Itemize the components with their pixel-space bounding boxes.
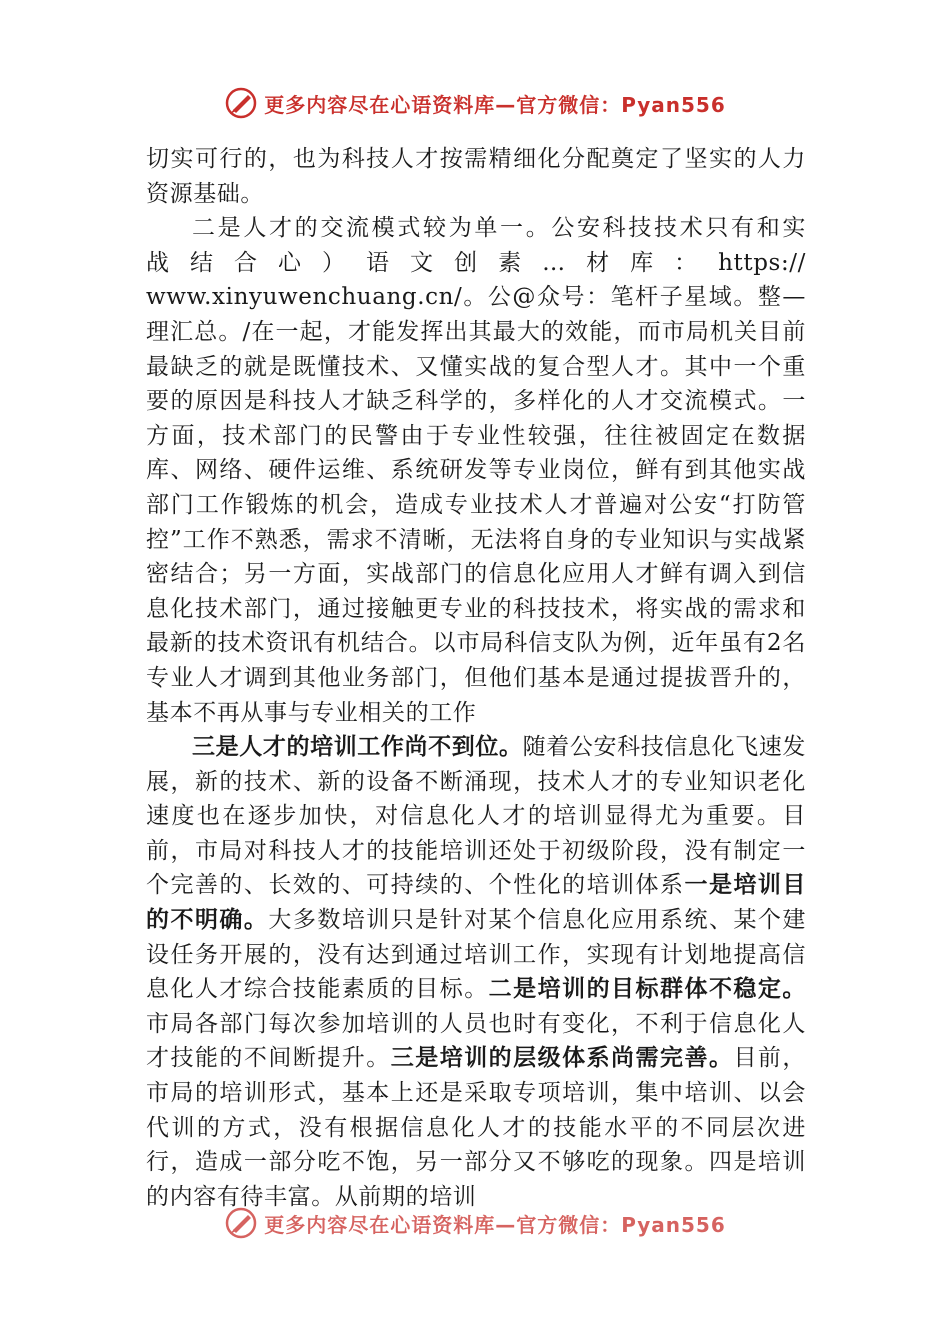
pen-seal-icon bbox=[224, 1206, 258, 1240]
paragraph-1: 切实可行的，也为科技人才按需精细化分配奠定了坚实的人力资源基础。 bbox=[146, 146, 806, 207]
paragraph-3-text-1: 随着公安科技信息化飞速发展，新的技术、新的设备不断涌现，技术人才的专业知识老化速度也在逐步加快，对信息化人才的培训显得尤为重要。目前，市局对科技人才的技能培训还处于初级阶段，没有制定一个完善的、长效的、可持续的、个性化的培训体系 bbox=[146, 734, 806, 899]
paragraph-3 bbox=[146, 730, 806, 1214]
footer-text: 更多内容尽在心语资料库—官方微信：Pyan556 bbox=[264, 1212, 726, 1237]
bold-point-2: 二是培训的目标群体不稳定。 bbox=[488, 975, 806, 1003]
header-text: 更多内容尽在心语资料库—官方微信：Pyan556 bbox=[264, 92, 726, 117]
paragraph-2-line-2: 战结合心）语文创素…材库：https:// bbox=[146, 249, 806, 276]
page-footer-watermark bbox=[0, 1206, 950, 1240]
bold-point-1: 一是培训目的不明确。 bbox=[146, 871, 807, 934]
paragraph-2-line-1: 二是人才的交流模式较为单一。公安科技技术只有和实 bbox=[192, 215, 806, 242]
paragraph-3-text-2: 大多数培训只是针对某个信息化应用系统、某个建设任务开展的，没有达到通过培训工作，实现有计划地提高信息化人才综合技能素质的目标。 bbox=[146, 907, 807, 1003]
paragraph-2-rest: www.xinyuwenchuang.cn/。公@众号：笔杆子星域。整—理汇总。/在一起，才能发挥出其最大的效能，而市局机关目前最缺乏的就是既懂技术、又懂实战的复合型人才。其中一个重要的原因是科技人才缺乏科学的，多样化的人才交流模式。一方面，技术部门的民警由于专业性较强，往往被固定在数据库、网络、硬件运维、系统研发等专业岗位，鲜有到其他实战部门工作锻炼的机会，造成专业技术人才普遍对公安“打防管控”工作不熟悉，需求不清晰，无法将自身的专业知识与实战紧密结合；另一方面，实战部门的信息化应用人才鲜有调入到信息化技术部门，通过接触更专业的科技技术，将实战的需求和最新的技术资讯有机结合。以市局科信支队为例，近年虽有2名专业人才调到其他业务部门，但他们基本是通过提拔晋升的，基本不再从事与专业相关的工作 bbox=[146, 284, 806, 726]
paragraph-3-text-4: 目前，市局的培训形式，基本上还是采取专项培训，集中培训、以会代训的方式，没有根据信息化人才的技能水平的不同层次进行，造成一部分吃不饱，另一部分又不够吃的现象。四是培训的内容有待丰富。从前期的培训 bbox=[146, 1045, 806, 1210]
pen-seal-icon bbox=[224, 86, 258, 120]
page-header-watermark bbox=[0, 84, 950, 122]
document-body bbox=[146, 142, 806, 1214]
paragraph-3-text-3: 市局各部门每次参加培训的人员也时有变化，不利于信息化人才技能的不间断提升。 bbox=[146, 1010, 806, 1072]
bold-point-3: 三是培训的层级体系尚需完善。 bbox=[390, 1044, 734, 1072]
bold-heading-training: 三是人才的培训工作尚不到位。 bbox=[192, 733, 523, 761]
